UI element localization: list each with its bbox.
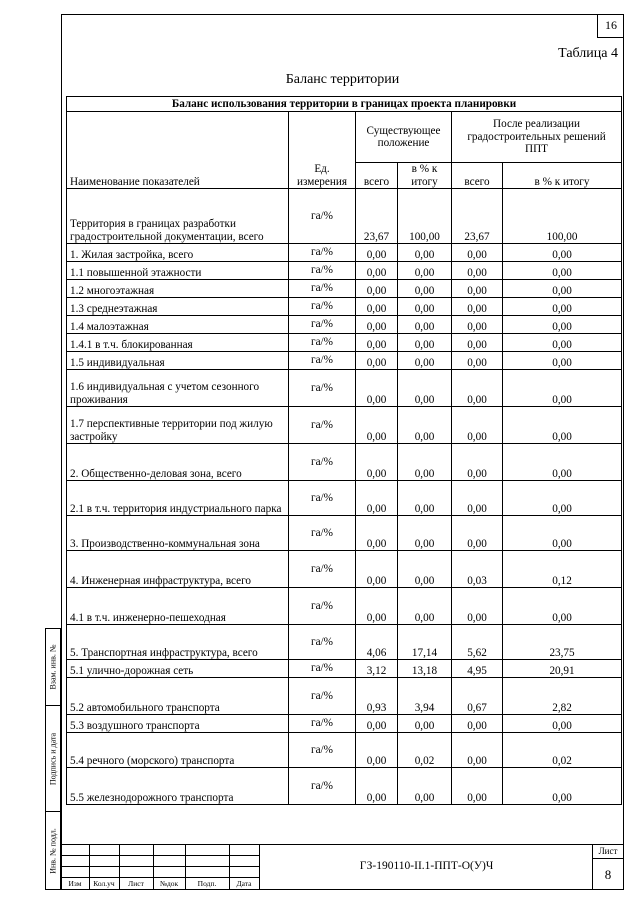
row-existing-total: 0,00: [356, 444, 398, 481]
row-unit: га/%: [289, 516, 356, 551]
row-after-percent: 0,00: [503, 352, 622, 370]
row-unit: га/%: [289, 352, 356, 370]
row-unit: га/%: [289, 678, 356, 715]
row-existing-total: 0,00: [356, 588, 398, 625]
title-block-stamp: [61, 844, 624, 890]
row-after-total: 0,00: [452, 444, 503, 481]
row-existing-percent: 0,00: [398, 298, 452, 316]
row-unit: га/%: [289, 715, 356, 733]
row-existing-percent: 0,00: [398, 370, 452, 407]
row-existing-percent: 0,00: [398, 551, 452, 588]
row-existing-total: 0,00: [356, 334, 398, 352]
row-unit: га/%: [289, 189, 356, 244]
row-after-total: 0,00: [452, 715, 503, 733]
row-name: 1.5 индивидуальная: [67, 352, 289, 370]
row-existing-percent: 0,00: [398, 244, 452, 262]
row-existing-total: 23,67: [356, 189, 398, 244]
row-after-percent: 100,00: [503, 189, 622, 244]
sheet-label: Лист: [598, 846, 618, 856]
row-name: 4. Инженерная инфраструктура, всего: [67, 551, 289, 588]
row-name: 2. Общественно-деловая зона, всего: [67, 444, 289, 481]
row-existing-percent: 0,00: [398, 280, 452, 298]
stamp-col-ndok: №док: [159, 879, 179, 888]
row-existing-percent: 0,00: [398, 588, 452, 625]
row-name: 2.1 в т.ч. территория индустриального парка: [67, 481, 289, 516]
row-name: 5.2 автомобильного транспорта: [67, 678, 289, 715]
row-existing-total: 0,00: [356, 481, 398, 516]
row-after-total: 0,00: [452, 316, 503, 334]
row-unit: га/%: [289, 334, 356, 352]
stamp-col-list: Лист: [128, 879, 144, 888]
row-after-percent: 0,00: [503, 588, 622, 625]
header-after-percent: в % к итогу: [503, 163, 622, 189]
header-existing: Существующее положение: [356, 112, 452, 163]
row-unit: га/%: [289, 768, 356, 805]
row-after-total: 0,00: [452, 334, 503, 352]
row-after-total: 0,00: [452, 370, 503, 407]
document-code: ГЗ-190110-II.1-ППТ-О(У)Ч: [359, 860, 494, 872]
table-row: [67, 370, 622, 407]
row-existing-total: 0,00: [356, 280, 398, 298]
row-after-total: 0,00: [452, 407, 503, 444]
row-after-percent: 0,00: [503, 280, 622, 298]
side-stamp-sign-date: Подпись и дата: [45, 705, 61, 812]
territory-balance-table: [66, 96, 622, 805]
side-stamp-inv-podl: Инв. № подл.: [45, 811, 61, 890]
row-existing-total: 0,00: [356, 316, 398, 334]
row-name: Территория в границах разработки градостроительной документации, всего: [67, 189, 289, 244]
row-after-percent: 0,00: [503, 316, 622, 334]
row-name: 5.5 железнодорожного транспорта: [67, 768, 289, 805]
header-existing-total: всего: [356, 163, 398, 189]
row-existing-percent: 0,00: [398, 444, 452, 481]
row-existing-total: 0,00: [356, 733, 398, 768]
stamp-col-data: Дата: [236, 879, 252, 888]
table-row: [67, 516, 622, 551]
row-unit: га/%: [289, 316, 356, 334]
row-existing-total: 0,00: [356, 516, 398, 551]
row-unit: га/%: [289, 625, 356, 660]
row-name: 1.4.1 в т.ч. блокированная: [67, 334, 289, 352]
row-after-total: 0,00: [452, 516, 503, 551]
row-after-total: 5,62: [452, 625, 503, 660]
row-existing-total: 0,00: [356, 298, 398, 316]
row-after-percent: 0,00: [503, 407, 622, 444]
row-after-percent: 0,00: [503, 481, 622, 516]
row-existing-percent: 0,00: [398, 407, 452, 444]
table-row: [67, 262, 622, 280]
row-unit: га/%: [289, 244, 356, 262]
row-after-percent: 0,00: [503, 244, 622, 262]
row-unit: га/%: [289, 370, 356, 407]
row-existing-total: 4,06: [356, 625, 398, 660]
table-row: [67, 189, 622, 244]
row-name: 1.1 повышенной этажности: [67, 262, 289, 280]
row-after-percent: 2,82: [503, 678, 622, 715]
row-existing-total: 0,00: [356, 262, 398, 280]
row-after-percent: 0,00: [503, 444, 622, 481]
row-name: 5.4 речного (морского) транспорта: [67, 733, 289, 768]
row-existing-total: 0,00: [356, 244, 398, 262]
row-existing-total: 0,00: [356, 407, 398, 444]
row-existing-total: 0,00: [356, 768, 398, 805]
row-after-total: 0,00: [452, 733, 503, 768]
table-row: [67, 352, 622, 370]
row-after-total: 4,95: [452, 660, 503, 678]
page-number: 16: [597, 14, 624, 38]
row-after-total: 0,00: [452, 262, 503, 280]
row-after-percent: 0,00: [503, 768, 622, 805]
header-after: После реализации градостроительных решений ППТ: [452, 112, 622, 163]
row-after-percent: 20,91: [503, 660, 622, 678]
table-body: [67, 189, 622, 805]
row-after-total: 0,00: [452, 352, 503, 370]
row-after-total: 0,00: [452, 244, 503, 262]
table-row: [67, 298, 622, 316]
row-name: 1. Жилая застройка, всего: [67, 244, 289, 262]
table-row: [67, 280, 622, 298]
row-name: 1.3 среднеэтажная: [67, 298, 289, 316]
stamp-col-podp: Подп.: [197, 879, 217, 888]
row-existing-percent: 0,00: [398, 516, 452, 551]
row-existing-percent: 100,00: [398, 189, 452, 244]
row-after-total: 0,00: [452, 298, 503, 316]
table-row: [67, 625, 622, 660]
table-row: [67, 551, 622, 588]
row-existing-total: 0,00: [356, 352, 398, 370]
table-row: [67, 715, 622, 733]
row-after-total: 23,67: [452, 189, 503, 244]
row-after-percent: 0,00: [503, 298, 622, 316]
table-row: [67, 244, 622, 262]
row-after-total: 0,03: [452, 551, 503, 588]
row-unit: га/%: [289, 660, 356, 678]
row-existing-percent: 0,02: [398, 733, 452, 768]
table-row: [67, 660, 622, 678]
row-after-percent: 0,02: [503, 733, 622, 768]
table-row: [67, 407, 622, 444]
side-stamp: [45, 628, 61, 890]
header-after-total: всего: [452, 163, 503, 189]
row-existing-total: 0,93: [356, 678, 398, 715]
row-unit: га/%: [289, 551, 356, 588]
row-existing-percent: 0,00: [398, 768, 452, 805]
table-row: [67, 444, 622, 481]
row-name: 1.7 перспективные территории под жилую застройку: [67, 407, 289, 444]
row-existing-percent: 0,00: [398, 316, 452, 334]
row-after-percent: 0,12: [503, 551, 622, 588]
row-unit: га/%: [289, 280, 356, 298]
row-after-percent: 0,00: [503, 715, 622, 733]
row-after-total: 0,00: [452, 768, 503, 805]
row-existing-percent: 3,94: [398, 678, 452, 715]
table-row: [67, 316, 622, 334]
row-after-total: 0,00: [452, 588, 503, 625]
row-existing-percent: 0,00: [398, 481, 452, 516]
row-existing-percent: 0,00: [398, 352, 452, 370]
table-row: [67, 768, 622, 805]
row-unit: га/%: [289, 588, 356, 625]
row-after-total: 0,67: [452, 678, 503, 715]
row-after-percent: 0,00: [503, 262, 622, 280]
row-name: 5.3 воздушного транспорта: [67, 715, 289, 733]
row-existing-percent: 17,14: [398, 625, 452, 660]
row-unit: га/%: [289, 481, 356, 516]
row-unit: га/%: [289, 407, 356, 444]
row-unit: га/%: [289, 733, 356, 768]
row-after-percent: 0,00: [503, 370, 622, 407]
table-label: Таблица 4: [558, 46, 618, 61]
table-row: [67, 678, 622, 715]
row-existing-total: 3,12: [356, 660, 398, 678]
row-existing-total: 0,00: [356, 370, 398, 407]
row-existing-percent: 0,00: [398, 334, 452, 352]
row-name: 1.4 малоэтажная: [67, 316, 289, 334]
row-name: 1.2 многоэтажная: [67, 280, 289, 298]
row-unit: га/%: [289, 298, 356, 316]
row-after-percent: 0,00: [503, 516, 622, 551]
header-unit: Ед. измерения: [289, 112, 356, 189]
header-existing-percent: в % к итогу: [398, 163, 452, 189]
row-existing-percent: 0,00: [398, 715, 452, 733]
row-after-percent: 0,00: [503, 334, 622, 352]
row-unit: га/%: [289, 262, 356, 280]
table-row: [67, 481, 622, 516]
row-name: 3. Производственно-коммунальная зона: [67, 516, 289, 551]
table-row: [67, 588, 622, 625]
row-after-percent: 23,75: [503, 625, 622, 660]
row-name: 1.6 индивидуальная с учетом сезонного проживания: [67, 370, 289, 407]
table-row: [67, 733, 622, 768]
row-existing-percent: 0,00: [398, 262, 452, 280]
row-name: 5. Транспортная инфраструктура, всего: [67, 625, 289, 660]
row-existing-total: 0,00: [356, 715, 398, 733]
row-name: 5.1 улично-дорожная сеть: [67, 660, 289, 678]
row-existing-total: 0,00: [356, 551, 398, 588]
row-existing-percent: 13,18: [398, 660, 452, 678]
table-caption: Баланс использования территории в границах проекта планировки: [67, 97, 622, 112]
sheet-number: 8: [604, 867, 612, 882]
row-after-total: 0,00: [452, 481, 503, 516]
row-after-total: 0,00: [452, 280, 503, 298]
row-name: 4.1 в т.ч. инженерно-пешеходная: [67, 588, 289, 625]
side-stamp-inv-vzam: Взам. инв. №: [45, 628, 61, 706]
page-title: Баланс территории: [285, 72, 400, 87]
stamp-col-koluch: Кол.уч: [93, 879, 115, 888]
header-indicator-name: Наименование показателей: [67, 112, 289, 189]
table-row: [67, 334, 622, 352]
row-unit: га/%: [289, 444, 356, 481]
stamp-col-izm: Изм: [68, 879, 82, 888]
